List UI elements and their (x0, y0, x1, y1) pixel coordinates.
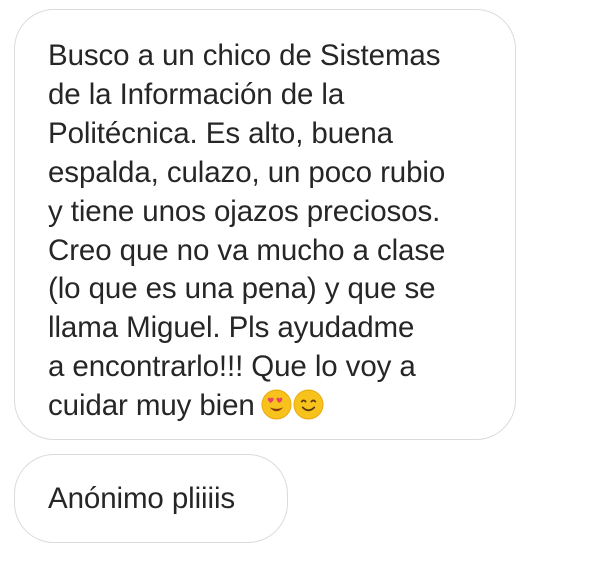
message-line: y tiene unos ojazos preciosos. (48, 194, 441, 228)
message-line: Busco a un chico de Sistemas (48, 39, 441, 72)
smiling-face-with-heart-eyes-icon (261, 389, 292, 420)
message-bubble[interactable] (14, 9, 516, 440)
message-line-text: cuidar muy bien (48, 389, 255, 423)
smiling-face-icon (293, 389, 324, 420)
message-line-last (48, 387, 495, 426)
message-bubble[interactable] (14, 454, 288, 543)
message-line: a encontrarlo!!! Que lo voy a (48, 350, 416, 384)
message-line: de la Información de la (48, 77, 345, 111)
message-line: Politécnica. Es alto, buena (48, 116, 393, 150)
message-line: Creo que no va mucho a clase (48, 233, 446, 267)
message-line: (lo que es una pena) y que se (48, 272, 436, 306)
message-line: Anónimo pliiiis (48, 481, 236, 515)
message-line: espalda, culazo, un poco rubio (48, 155, 446, 189)
message-line: llama Miguel. Pls ayudadme (48, 311, 415, 345)
